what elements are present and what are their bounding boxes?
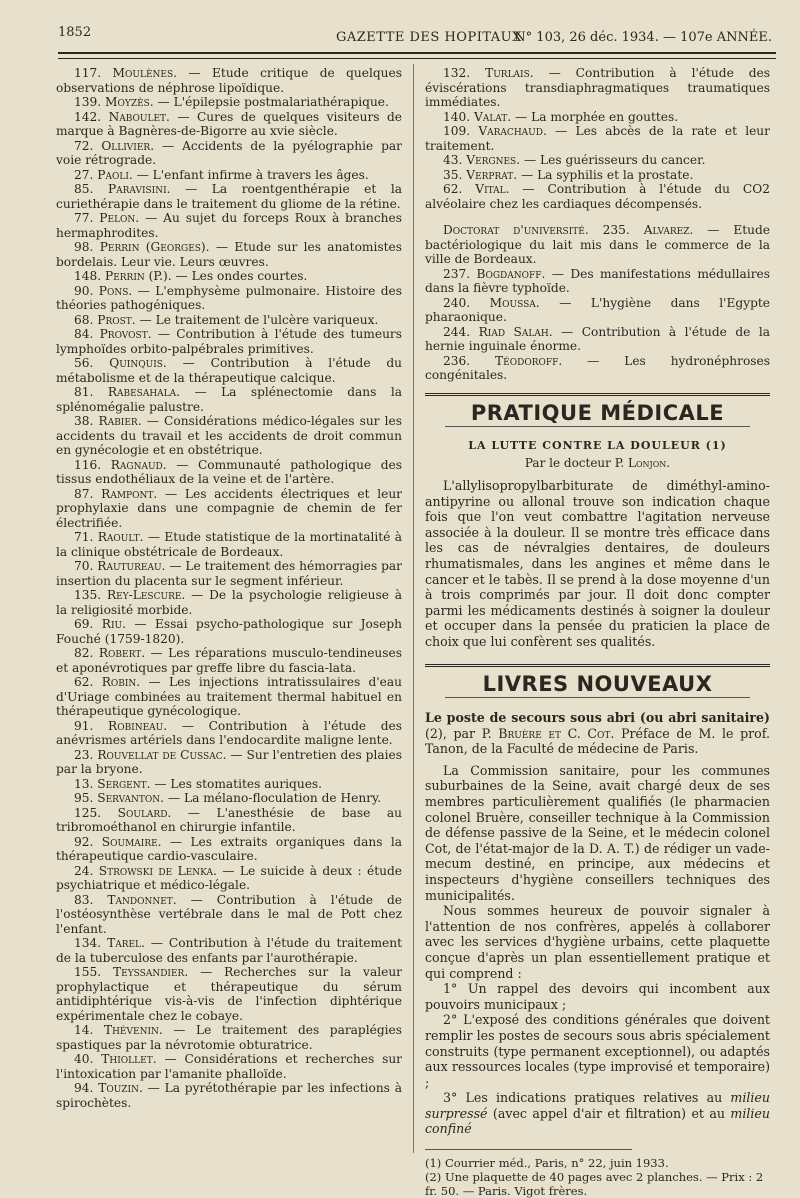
entry-title: — Accidents de la pyélographie par voie rétrograde. (56, 138, 402, 167)
book-review-paragraph: 2° L'exposé des conditions générales que doivent remplir les postes de secours sous abris spécialement construits (type permanent exceptionnel), ou adaptés aux ressources locales (type improvisé et temporaire) ; (425, 1012, 770, 1090)
thesis-entry (56, 356, 402, 385)
entry-title: — La mélano-floculation de Henry. (164, 791, 382, 805)
entry-author: Tarel. (107, 936, 145, 950)
entry-title: — Les guérisseurs du cancer. (520, 153, 706, 167)
thesis-entry (56, 211, 402, 240)
entry-author: Paravisini. (107, 182, 171, 196)
entry-author: Provost. (99, 327, 152, 341)
entry-number: 81. (74, 385, 94, 399)
entry-title: — La syphilis et la prostate. (517, 167, 694, 182)
doctorat-heading: Doctorat d'université. 235. Alvarez. — Etude bactériologique du lait mis dans le commerce de la ville de Bordeaux. (425, 223, 771, 266)
entry-author: Paoli. (97, 167, 133, 182)
entry-title: — Les injections intratissulaires d'eau d'Uriage combinées au traitement thermal habituel en thérapeutique gynécologique. (56, 675, 402, 718)
entry-number: 69. (74, 617, 94, 631)
entry-title: — Des manifestations médullaires dans la fièvre typhoïde. (425, 266, 770, 295)
thesis-entry (56, 284, 402, 313)
entry-author: Tandonnet. (107, 892, 177, 907)
entry-number: 23. (74, 747, 94, 762)
entry-number: 244. (443, 324, 471, 339)
thesis-entry (56, 588, 402, 617)
entry-title: — Considérations médico-légales sur les accidents du travail et les accidents de droit commun en gynécologie et en obstétrique. (56, 414, 402, 457)
entry-number: 132. (443, 66, 471, 80)
thesis-entry (56, 414, 402, 458)
entry-title: — De la psychologie religieuse à la religiosité morbide. (56, 588, 402, 617)
entry-title: — Contribution à l'étude des tumeurs lymphoïdes orbito-palpébrales primitives. (56, 327, 403, 356)
thesis-entry (56, 777, 402, 792)
thesis-entry (425, 66, 770, 110)
entry-title: — Contribution à l'étude du métabolisme et de la thérapeutique calcique. (56, 356, 402, 385)
entry-title: — Contribution à l'étude de l'ostéosynthèse vertébrale dans le mal de Pott chez l'enfant. (56, 892, 403, 936)
thesis-entry (56, 110, 402, 139)
entry-author: Raoult. (97, 530, 144, 544)
entry-author: Ragnaud. (110, 457, 167, 472)
entry-title: — La roentgenthérapie et la curiethérapie dans le traitement du gliome de la rétine. (56, 182, 402, 211)
entry-title: — L'épilepsie postmalariathérapique. (153, 95, 389, 109)
entry-title: — L'emphysème pulmonaire. Histoire des théories pathogéniques. (56, 283, 402, 312)
thesis-entry (56, 385, 402, 414)
thesis-entry (56, 748, 402, 777)
entry-author: Turlais. (485, 66, 534, 80)
entry-number: 84. (74, 327, 94, 341)
thesis-entry (56, 139, 402, 168)
book-review-paragraph: Nous sommes heureux de pouvoir signaler à l'attention de nos confrères, appelés à collaborer avec les services d'hygiène urbains, cette plaquette conçue d'après un plan essentiellement pratique et qui comprend : (425, 903, 770, 981)
thesis-entry (56, 835, 402, 864)
entry-author: Soumaire. (101, 834, 162, 849)
entry-author: Moulènes. (112, 66, 178, 80)
entry-title: — Les extraits organiques dans la thérapeutique cardio-vasculaire. (56, 834, 402, 863)
thesis-entry (56, 936, 402, 965)
entry-number: 135. (74, 588, 102, 602)
thesis-entry (56, 791, 402, 806)
thesis-entry (56, 559, 402, 588)
book-reference: Le poste de secours sous abri (ou abri sanitaire) (2), par P. Bruère et C. Cot. Préface de M. le prof. Tanon, de la Faculté de médecine de Paris. (425, 710, 770, 757)
section-underline (445, 697, 750, 698)
entry-author: Strowski de Lenka. (98, 863, 217, 878)
entry-author: Rabesahala. (107, 385, 181, 399)
thesis-entry (425, 354, 770, 383)
section-divider (425, 664, 770, 667)
entry-title: — Les abcès de la rate et leur traitement. (425, 124, 770, 153)
entry-author: Sergent. (97, 776, 151, 791)
entry-author: Valat. (474, 109, 512, 124)
entry-number: 95. (74, 791, 94, 805)
entry-title: — Contribution à l'étude du CO2 alvéolaire chez les cardiaques décompensés. (425, 182, 770, 211)
entry-number: 237. (443, 266, 471, 281)
entry-number: 40. (74, 1052, 94, 1066)
thesis-entry (56, 719, 402, 748)
entry-number: 38. (74, 414, 94, 428)
entry-author: Riu. (101, 617, 126, 631)
entry-title: — Au sujet du forceps Roux à branches hermaphrodites. (56, 211, 402, 240)
entry-number: 68. (74, 312, 94, 327)
entry-author: Bogdanoff. (476, 266, 546, 281)
column-divider (413, 64, 414, 1153)
thesis-entry (56, 864, 402, 893)
entry-author: Ollivier. (101, 138, 155, 153)
entry-number: 27. (74, 167, 94, 182)
entry-title: — L'anesthésie de base au tribromoéthanol en chirurgie infantile. (56, 805, 402, 834)
entry-number: 72. (74, 138, 94, 153)
entry-title: — La splénectomie dans la splénomégalie palustre. (56, 385, 402, 414)
entry-number: 139. (74, 95, 102, 109)
entry-number: 83. (74, 892, 94, 907)
article-author: Par le docteur P. Lonjon. (524, 455, 671, 470)
entry-title: — Le traitement des paraplégies spastiques par la névrotomie obturatrice. (56, 1023, 403, 1052)
entry-number: 155. (74, 965, 102, 979)
entry-author: Naboulet. (108, 109, 170, 124)
entry-title: — Etude critique de quelques observations de néphrose lipoïdique. (56, 66, 402, 95)
entry-number: 77. (74, 211, 94, 225)
thesis-entry (425, 182, 770, 211)
thesis-entry (56, 893, 402, 937)
thesis-entry (56, 806, 402, 835)
entry-title: — La morphée en gouttes. (511, 109, 679, 124)
entry-author: Vital. (475, 182, 510, 196)
entry-author: Rabier. (98, 414, 142, 428)
entry-number: 90. (74, 283, 94, 298)
entry-number: 117. (74, 66, 102, 80)
header-rule-thin (58, 58, 776, 59)
footnotes (425, 1156, 770, 1198)
entry-author: Verprat. (466, 167, 518, 182)
thesis-entry (425, 325, 770, 354)
right-column (425, 66, 770, 1198)
book-review-body (425, 763, 770, 1090)
entry-title: — Le traitement de l'ulcère variqueux. (135, 312, 379, 327)
journal-title: GAZETTE DES HOPITAUX (336, 30, 522, 45)
entry-author: Prost. (97, 312, 136, 327)
thesis-entry (56, 168, 402, 183)
entry-author: Riad Salah. (478, 324, 553, 339)
doctorat-list (425, 267, 770, 383)
entry-number: 109. (443, 124, 471, 138)
entry-number: 71. (74, 530, 94, 544)
thesis-entry (56, 458, 402, 487)
entry-title: — Contribution à l'étude de la hernie inguinale énorme. (425, 324, 770, 353)
pratique-section-title: PRATIQUE MÉDICALE (470, 400, 725, 425)
entry-title: — Le traitement des hémorragies par insertion du placenta sur le segment inférieur. (56, 559, 402, 588)
thesis-entry (56, 1081, 402, 1110)
thesis-entry (56, 269, 402, 284)
book-review-paragraph: 3° Les indications pratiques relatives au milieu surpressé (avec appel d'air et filtration) et au milieu confiné (425, 1090, 770, 1137)
entry-title: — Les hydronéphroses congénitales. (425, 353, 770, 382)
entry-title: — Etude sur les anatomistes bordelais. Leur vie. Leurs œuvres. (56, 240, 402, 269)
header-rule (58, 52, 776, 54)
entry-author: Moyzès. (105, 95, 154, 109)
entry-author: Pelon. (99, 211, 140, 225)
entry-author: Varachaud. (478, 124, 547, 138)
thesis-entry (56, 530, 402, 559)
entry-author: Rautureau. (97, 559, 166, 573)
thesis-entry (56, 313, 402, 328)
entry-author: Perrin (P.). (105, 269, 172, 283)
entry-number: 148. (74, 269, 102, 283)
entry-title: — Contribution à l'étude des anévrismes artériels dans l'endocardite maligne lente. (56, 718, 402, 747)
book-review-paragraph: La Commission sanitaire, pour les communes suburbaines de la Seine, avait chargé deux de ses membres particulièrement qualifiés (le pharmacien colonel Bruère, conseiller technique à la Commission de défense passive de la Seine, et le médecin colonel Cot, de l'état-major de la D. A. T.) de rédiger un vade-mecum destiné, en principe, aux médecins et inspecteurs d'hygiène conseillers techniques des municipalités. (425, 762, 770, 903)
entry-number: 98. (74, 240, 94, 254)
entry-title: — L'enfant infirme à travers les âges. (132, 167, 369, 182)
thesis-entry (56, 1023, 402, 1052)
entry-author: Thiollet. (101, 1052, 157, 1066)
page-number: 1852 (58, 25, 92, 40)
entry-author: Perrin (Georges). (99, 240, 210, 254)
entry-title: — Les ondes courtes. (171, 269, 308, 283)
section-divider (425, 393, 770, 396)
entry-author: Touzin. (98, 1081, 143, 1095)
thesis-entry (56, 965, 402, 1023)
entry-number: 91. (74, 718, 94, 733)
page-header (58, 22, 772, 46)
thesis-entry (56, 675, 402, 719)
entry-title: — La pyrétothérapie par les infections à spirochètes. (56, 1081, 403, 1110)
thesis-entry (56, 646, 402, 675)
entry-title: — Etude statistique de la mortinatalité à la clinique obstétricale de Bordeaux. (56, 530, 402, 559)
thesis-entry (425, 124, 770, 153)
entry-number: 24. (74, 863, 94, 878)
entry-author: Teyssandier. (113, 965, 189, 979)
entry-number: 14. (74, 1023, 94, 1037)
entry-number: 35. (443, 167, 463, 182)
entry-author: Moussa. (489, 295, 540, 310)
thesis-entry (425, 168, 770, 183)
thesis-list-continued (425, 66, 770, 211)
issue-info: N° 103, 26 déc. 1934. — 107e ANNÉE. (514, 30, 772, 45)
thesis-entry (425, 153, 770, 168)
entry-title: — Le suicide à deux : étude psychiatrique et médico-légale. (56, 863, 402, 892)
entry-author: Pons. (98, 283, 133, 298)
thesis-entry (56, 182, 402, 211)
entry-number: 62. (74, 675, 94, 689)
left-column (56, 66, 402, 1110)
entry-number: 142. (74, 109, 102, 124)
entry-number: 87. (74, 486, 94, 501)
footnote: (2) Une plaquette de 40 pages avec 2 planches. — Prix : 2 fr. 50. — Paris. Vigot frères. (425, 1170, 764, 1198)
entry-number: 62. (443, 182, 463, 196)
entry-author: Robineau. (108, 718, 168, 733)
entry-author: Quinquis. (109, 356, 167, 370)
thesis-entry (56, 1052, 402, 1081)
entry-author: Servanton. (97, 791, 165, 805)
thesis-entry (425, 267, 770, 296)
entry-title: — Communauté pathologique des tissus endothéliaux de la veine et de l'artère. (56, 457, 403, 486)
footnote: (1) Courrier méd., Paris, n° 22, juin 1933. (425, 1156, 669, 1171)
entry-number: 85. (74, 182, 94, 196)
entry-number: 125. (74, 805, 102, 820)
thesis-entry (56, 487, 402, 531)
entry-title: — Recherches sur la valeur prophylactique et thérapeutique du sérum antidiphtérique vis-à-vis de l'infection diphtérique expérimentale chez le cobaye. (56, 965, 402, 1023)
article-paragraph: L'allylisopropylbarbiturate de diméthyl-amino-antipyrine ou allonal trouve son indication chaque fois que l'on veut combattre l'agitation nerveuse associée à la douleur. Il se montre très efficace dans les cas de névralgies dentaires, de douleurs rhumatismales, dans les angines et même dans le cancer et le tabès. Il se prend à la dose moyenne d'un à trois comprimés par jour. Il doit donc compter parmi les médicaments destinés à soigner la douleur et occuper dans la pensée du praticien la place de choix que lui confèrent ses qualités. (425, 478, 770, 649)
entry-title: — Contribution à l'étude du traitement de la tuberculose des enfants par l'aurothérapie. (56, 936, 402, 965)
entry-title: — Les réparations musculo-tendineuses et aponévrotiques par greffe libre du fascia-lata. (56, 646, 402, 675)
thesis-entry (425, 110, 770, 125)
entry-title: — Considérations et recherches sur l'intoxication par l'amanite phalloïde. (56, 1052, 403, 1081)
entry-number: 116. (74, 457, 102, 472)
entry-author: Robin. (101, 675, 141, 689)
entry-number: 56. (74, 356, 94, 370)
livres-section-title: LIVRES NOUVEAUX (482, 671, 713, 696)
entry-number: 236. (443, 353, 471, 368)
entry-title: — Sur l'entretien des plaies par la bryone. (56, 747, 402, 776)
thesis-entry (56, 617, 402, 646)
entry-author: Rampont. (101, 486, 158, 501)
entry-title: — Cures de quelques visiteurs de marque à Bagnères-de-Bigorre au xvie siècle. (56, 109, 402, 138)
entry-author: Soulard. (117, 805, 172, 820)
entry-author: Rouvellat de Cussac. (97, 747, 227, 762)
entry-number: 240. (443, 295, 471, 310)
entry-title: — L'hygiène dans l'Egypte pharaonique. (425, 295, 770, 324)
article-title: LA LUTTE CONTRE LA DOULEUR (1) (468, 439, 727, 452)
thesis-entry (56, 66, 402, 95)
entry-number: 92. (74, 834, 94, 849)
entry-number: 70. (74, 559, 94, 573)
thesis-entry (56, 327, 402, 356)
book-review-paragraph: 1° Un rappel des devoirs qui incombent aux pouvoirs municipaux ; (425, 981, 770, 1012)
section-underline (445, 426, 750, 427)
entry-title: — Les stomatites auriques. (150, 776, 323, 791)
entry-number: 43. (443, 153, 463, 167)
entry-number: 140. (443, 109, 471, 124)
entry-title: — Essai psycho-pathologique sur Joseph Fouché (1759-1820). (56, 617, 403, 646)
entry-title: — Contribution à l'étude des éviscérations transdiaphragmatiques traumatiques immédiates. (425, 66, 770, 109)
thesis-entry (56, 95, 402, 110)
thesis-entry (56, 240, 402, 269)
entry-number: 134. (74, 936, 102, 950)
entry-author: Téodoroff. (495, 353, 563, 368)
thesis-entry (425, 296, 770, 325)
footnote-rule (425, 1149, 632, 1150)
entry-number: 94. (74, 1081, 94, 1095)
entry-title: — Les accidents électriques et leur prophylaxie dans une compagnie de chemin de fer électrifiée. (56, 486, 403, 530)
entry-author: Vergnes. (466, 153, 521, 167)
entry-author: Rey-Lescure. (106, 588, 186, 602)
entry-author: Thévenin. (103, 1023, 163, 1037)
entry-author: Robert. (98, 646, 146, 660)
entry-number: 13. (74, 776, 94, 791)
entry-number: 82. (74, 646, 94, 660)
